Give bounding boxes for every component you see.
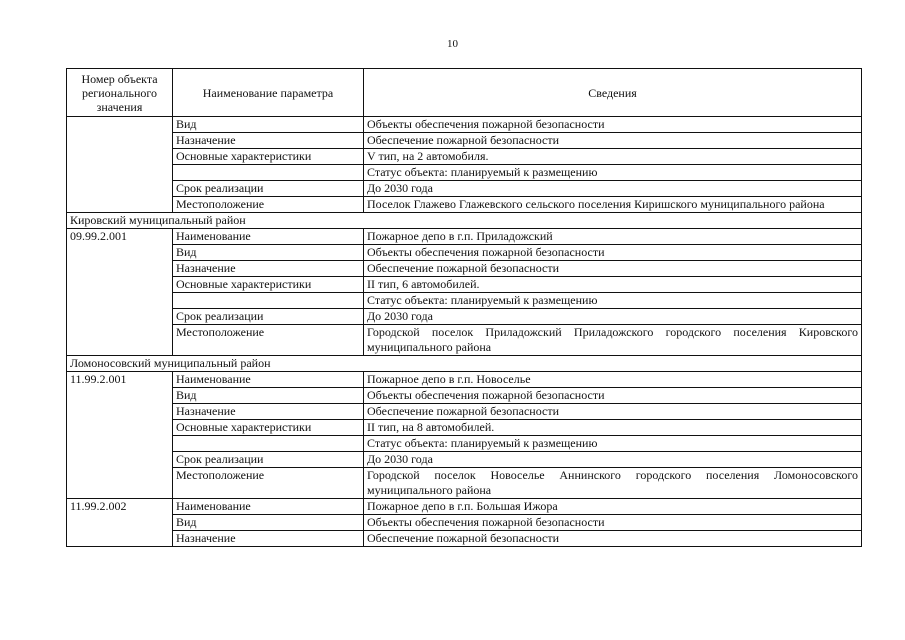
object-number-cell: 11.99.2.002 xyxy=(67,499,173,515)
object-number-cell xyxy=(67,181,173,197)
parameter-value-cell: II тип, на 8 автомобилей. xyxy=(364,420,862,436)
parameter-value-cell: Объекты обеспечения пожарной безопасности xyxy=(364,245,862,261)
table-row xyxy=(67,404,862,420)
object-number-cell xyxy=(67,245,173,261)
parameter-value-cell: Обеспечение пожарной безопасности xyxy=(364,404,862,420)
object-number-cell: 09.99.2.001 xyxy=(67,229,173,245)
parameter-value-cell: До 2030 года xyxy=(364,452,862,468)
header-parameter-name: Наименование параметра xyxy=(173,69,364,117)
parameter-name-cell: Вид xyxy=(173,515,364,531)
parameters-table xyxy=(66,68,862,547)
parameter-value-cell: Пожарное депо в г.п. Большая Ижора xyxy=(364,499,862,515)
parameter-name-cell: Основные характеристики xyxy=(173,149,364,165)
parameter-value-cell: Обеспечение пожарной безопасности xyxy=(364,133,862,149)
parameter-value-cell: Обеспечение пожарной безопасности xyxy=(364,531,862,547)
section-row xyxy=(67,356,862,372)
object-number-cell xyxy=(67,149,173,165)
table-row xyxy=(67,133,862,149)
parameter-value-cell: До 2030 года xyxy=(364,181,862,197)
object-number-cell xyxy=(67,277,173,293)
object-number-cell xyxy=(67,117,173,133)
table-row xyxy=(67,165,862,181)
object-number-cell xyxy=(67,452,173,468)
table-body xyxy=(67,117,862,547)
table-header-row xyxy=(67,69,862,117)
table-row xyxy=(67,499,862,515)
parameter-name-cell: Местоположение xyxy=(173,197,364,213)
parameter-value-cell: Объекты обеспечения пожарной безопасности xyxy=(364,117,862,133)
parameter-name-cell: Местоположение xyxy=(173,468,364,499)
parameter-name-cell: Вид xyxy=(173,117,364,133)
object-number-cell xyxy=(67,515,173,531)
parameter-name-cell: Наименование xyxy=(173,499,364,515)
parameter-name-cell: Срок реализации xyxy=(173,452,364,468)
table-row xyxy=(67,325,862,356)
table-row xyxy=(67,388,862,404)
parameter-value-cell: Пожарное депо в г.п. Приладожский xyxy=(364,229,862,245)
object-number-cell xyxy=(67,531,173,547)
parameter-name-cell xyxy=(173,293,364,309)
table-row xyxy=(67,117,862,133)
parameter-value-cell: Обеспечение пожарной безопасности xyxy=(364,261,862,277)
parameter-value-cell: До 2030 года xyxy=(364,309,862,325)
parameter-name-cell: Назначение xyxy=(173,133,364,149)
table-row xyxy=(67,245,862,261)
table-row xyxy=(67,293,862,309)
table-row xyxy=(67,197,862,213)
table-row xyxy=(67,515,862,531)
parameter-name-cell: Вид xyxy=(173,388,364,404)
section-title: Кировский муниципальный район xyxy=(67,213,862,229)
parameter-value-cell: Городской поселок Новоселье Аннинского городского поселения Ломоносовского муниципального района xyxy=(364,468,862,499)
object-number-cell xyxy=(67,165,173,181)
parameter-value-cell: Поселок Глажево Глажевского сельского поселения Киришского муниципального района xyxy=(364,197,862,213)
object-number-cell xyxy=(67,309,173,325)
header-information: Сведения xyxy=(364,69,862,117)
parameter-value-cell: V тип, на 2 автомобиля. xyxy=(364,149,862,165)
parameter-value-cell: Объекты обеспечения пожарной безопасности xyxy=(364,515,862,531)
parameter-name-cell xyxy=(173,436,364,452)
table-row xyxy=(67,229,862,245)
header-object-number: Номер объекта регионального значения xyxy=(67,69,173,117)
section-title: Ломоносовский муниципальный район xyxy=(67,356,862,372)
parameter-value-cell: Объекты обеспечения пожарной безопасности xyxy=(364,388,862,404)
object-number-cell xyxy=(67,388,173,404)
parameter-value-cell: II тип, 6 автомобилей. xyxy=(364,277,862,293)
object-number-cell xyxy=(67,420,173,436)
object-number-cell xyxy=(67,436,173,452)
object-number-cell xyxy=(67,261,173,277)
object-number-cell xyxy=(67,325,173,356)
object-number-cell xyxy=(67,293,173,309)
object-number-cell xyxy=(67,468,173,499)
table-row xyxy=(67,452,862,468)
parameter-name-cell xyxy=(173,165,364,181)
parameter-name-cell: Местоположение xyxy=(173,325,364,356)
parameter-name-cell: Срок реализации xyxy=(173,181,364,197)
object-number-cell xyxy=(67,133,173,149)
section-row xyxy=(67,213,862,229)
table-row xyxy=(67,420,862,436)
parameter-name-cell: Основные характеристики xyxy=(173,420,364,436)
table-row xyxy=(67,372,862,388)
object-number-cell xyxy=(67,404,173,420)
table-row xyxy=(67,531,862,547)
parameter-name-cell: Наименование xyxy=(173,372,364,388)
parameter-name-cell: Вид xyxy=(173,245,364,261)
parameter-value-cell: Статус объекта: планируемый к размещению xyxy=(364,293,862,309)
table-row xyxy=(67,277,862,293)
parameter-name-cell: Срок реализации xyxy=(173,309,364,325)
parameter-name-cell: Основные характеристики xyxy=(173,277,364,293)
parameter-name-cell: Назначение xyxy=(173,261,364,277)
object-number-cell xyxy=(67,197,173,213)
object-number-cell: 11.99.2.001 xyxy=(67,372,173,388)
table-row xyxy=(67,181,862,197)
parameter-value-cell: Статус объекта: планируемый к размещению xyxy=(364,165,862,181)
table-row xyxy=(67,149,862,165)
page-number: 10 xyxy=(447,38,458,50)
parameter-name-cell: Назначение xyxy=(173,531,364,547)
parameter-value-cell: Статус объекта: планируемый к размещению xyxy=(364,436,862,452)
parameter-value-cell: Городской поселок Приладожский Приладожского городского поселения Кировского муниципального района xyxy=(364,325,862,356)
table-row xyxy=(67,436,862,452)
table-row xyxy=(67,309,862,325)
parameter-name-cell: Наименование xyxy=(173,229,364,245)
table-row xyxy=(67,468,862,499)
parameter-name-cell: Назначение xyxy=(173,404,364,420)
table-row xyxy=(67,261,862,277)
parameter-value-cell: Пожарное депо в г.п. Новоселье xyxy=(364,372,862,388)
